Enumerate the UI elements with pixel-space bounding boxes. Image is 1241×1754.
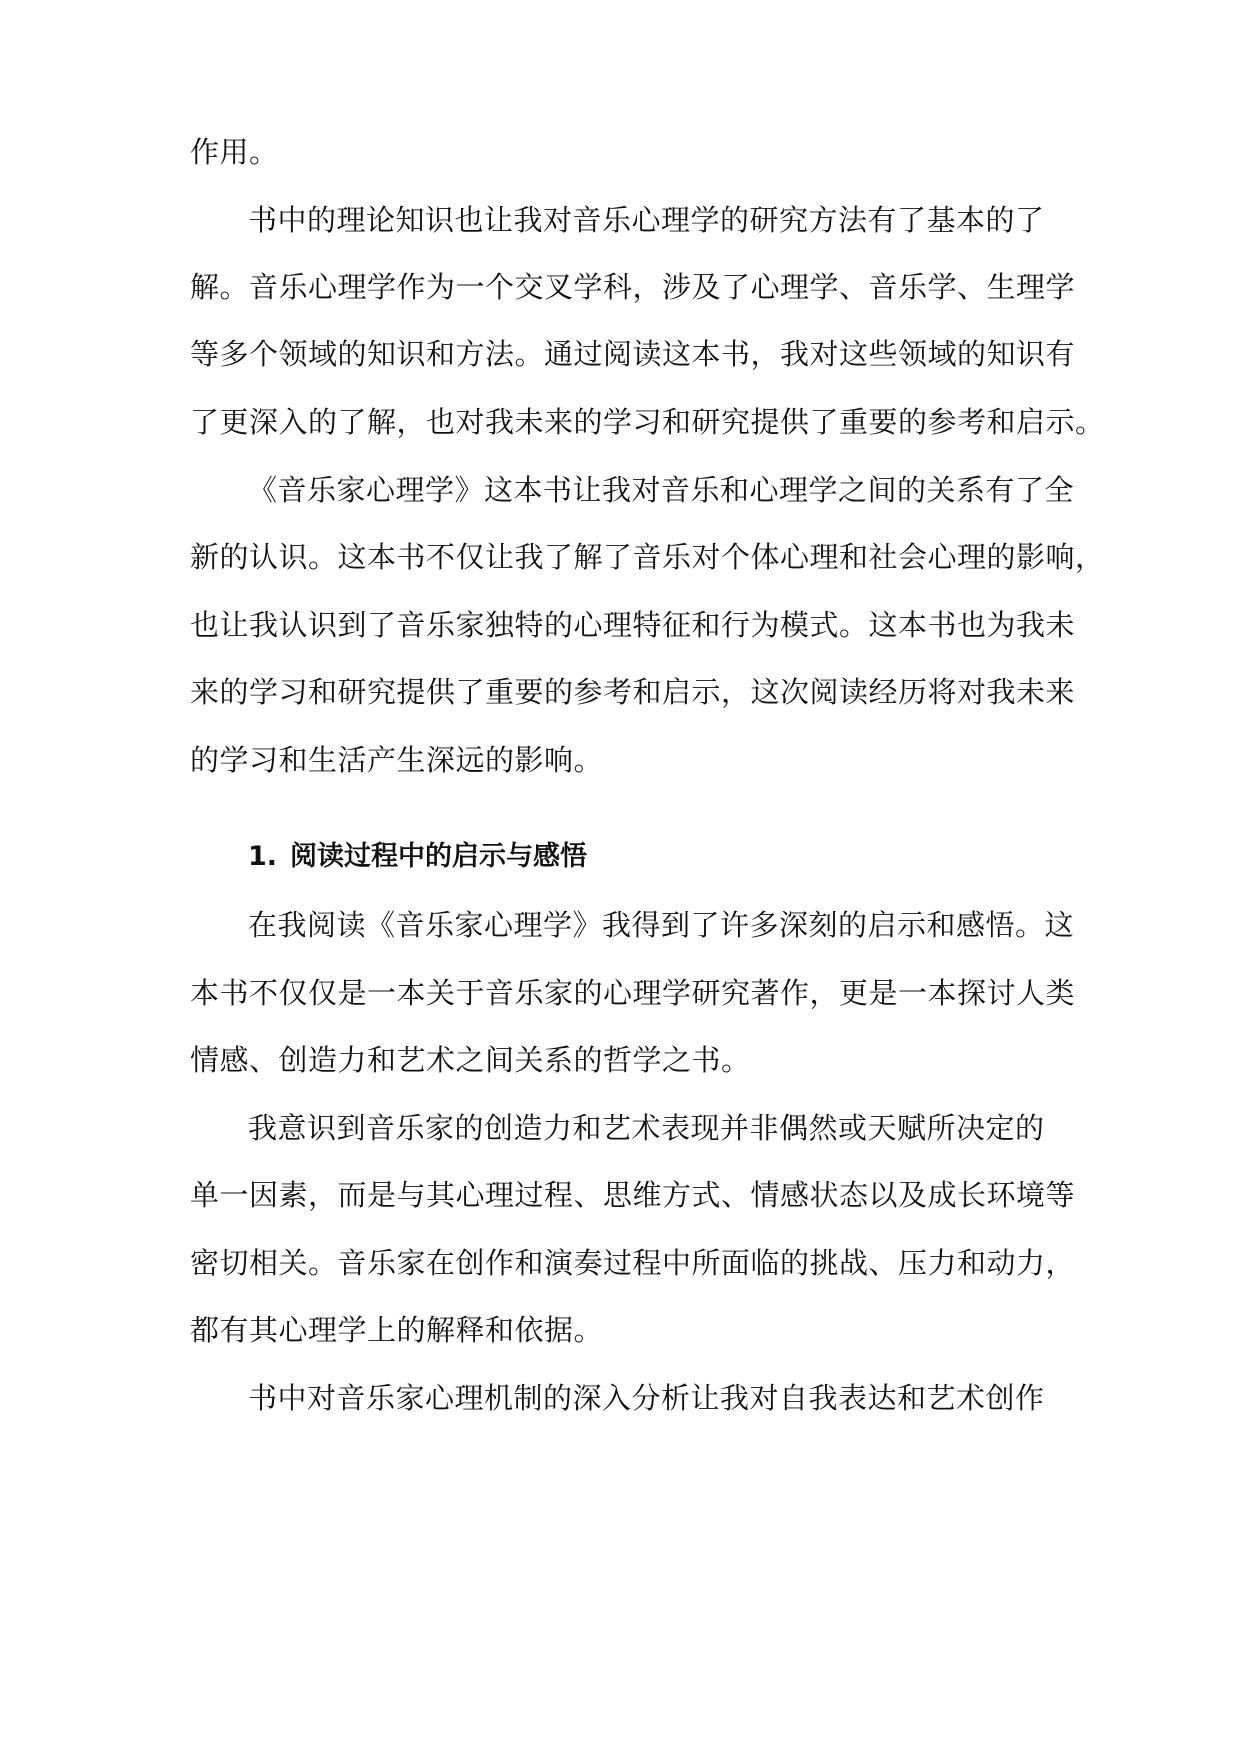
body-line: 来的学习和研究提供了重要的参考和启示，这次阅读经历将对我未来 [190, 675, 1076, 709]
paragraph-first-line: 《音乐家心理学》这本书让我对音乐和心理学之间的关系有了全 [248, 473, 1075, 507]
paragraph-first-line: 书中对音乐家心理机制的深入分析让我对自我表达和艺术创作 [248, 1381, 1045, 1415]
body-line: 情感、创造力和艺术之间关系的哲学之书。 [190, 1043, 751, 1077]
paragraph-first-line: 在我阅读《音乐家心理学》我得到了许多深刻的启示和感悟。这 [248, 908, 1075, 942]
section-heading [248, 837, 1060, 877]
body-line: 新的认识。这本书不仅让我了解了音乐对个体心理和社会心理的影响， [190, 540, 1105, 574]
body-line: 等多个领域的知识和方法。通过阅读这本书，我对这些领域的知识有 [190, 337, 1076, 371]
section-heading-title: 阅读过程中的启示与感悟 [290, 841, 587, 872]
body-line: 本书不仅仅是一本关于音乐家的心理学研究著作，更是一本探讨人类 [190, 976, 1076, 1010]
paragraph-first-line: 书中的理论知识也让我对音乐心理学的研究方法有了基本的了 [248, 203, 1045, 237]
body-line: 单一因素，而是与其心理过程、思维方式、情感状态以及成长环境等 [190, 1178, 1076, 1212]
body-line: 密切相关。音乐家在创作和演奏过程中所面临的挑战、压力和动力， [190, 1246, 1076, 1280]
paragraph-first-line: 我意识到音乐家的创造力和艺术表现并非偶然或天赋所决定的 [248, 1111, 1045, 1145]
body-line: 的学习和生活产生深远的影响。 [190, 743, 604, 777]
body-line: 解。音乐心理学作为一个交叉学科，涉及了心理学、音乐学、生理学 [190, 270, 1076, 304]
section-heading-number: 1. [248, 841, 278, 872]
body-line: 了更深入的了解，也对我未来的学习和研究提供了重要的参考和启示。 [190, 405, 1105, 439]
body-line: 作用。 [190, 135, 279, 169]
body-line: 都有其心理学上的解释和依据。 [190, 1313, 604, 1347]
body-line: 也让我认识到了音乐家独特的心理特征和行为模式。这本书也为我未 [190, 608, 1076, 642]
